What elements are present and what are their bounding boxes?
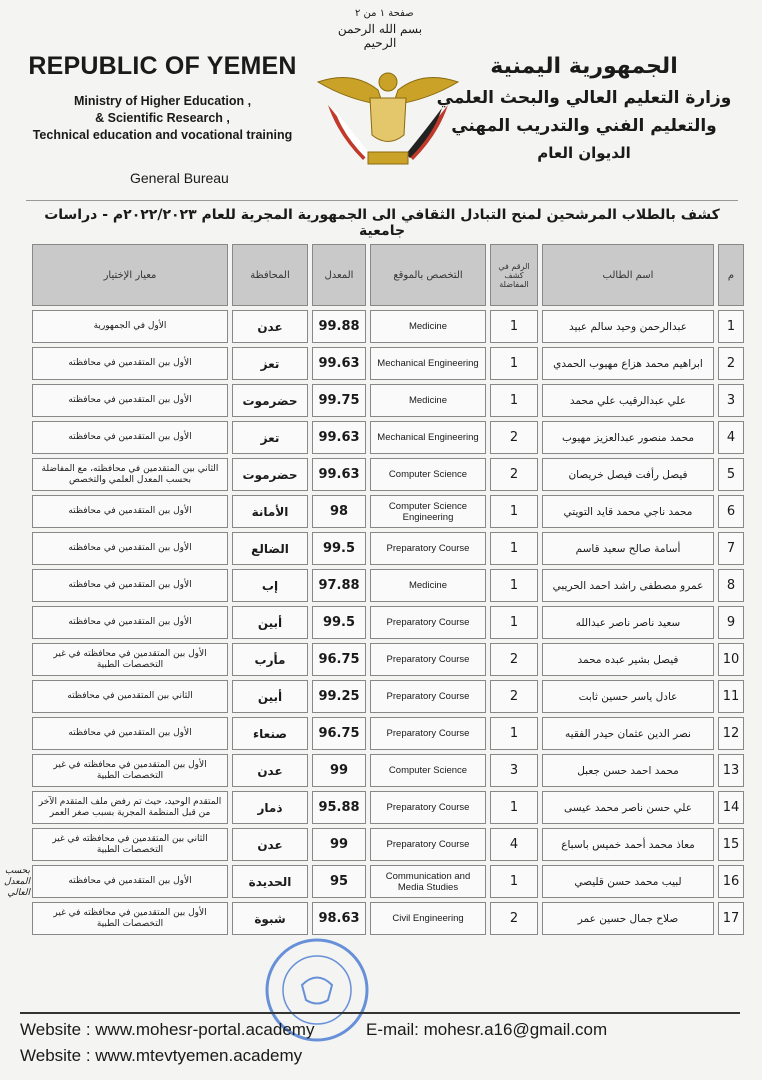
governorate: الأمانة [232, 495, 308, 528]
table-row [32, 606, 744, 639]
general-bureau-en: General Bureau [130, 170, 229, 186]
table-row [32, 828, 744, 861]
rank-number: 1 [490, 532, 538, 565]
student-name: علي عبدالرقيب علي محمد [542, 384, 714, 417]
grade-average: 99.63 [312, 458, 366, 491]
selection-criteria: الأول بين المتقدمين في محافظته [32, 347, 228, 380]
rank-number: 1 [490, 495, 538, 528]
student-name: محمد ناجي محمد قايد التويتي [542, 495, 714, 528]
table-row [32, 532, 744, 565]
rank-number: 1 [490, 347, 538, 380]
selection-criteria: الأول بين المتقدمين في محافظته في غير التخصصات الطبية [32, 902, 228, 935]
student-name: معاذ محمد أحمد خميس باسباع [542, 828, 714, 861]
governorate: تعز [232, 421, 308, 454]
student-name: فيصل رأفت فيصل خريصان [542, 458, 714, 491]
rank-number: 3 [490, 754, 538, 787]
selection-criteria: الأول بين المتقدمين في محافظته [32, 606, 228, 639]
basmala: بسم الله الرحمن الرحيم [337, 22, 423, 50]
student-name: محمد احمد حسن جعبل [542, 754, 714, 787]
row-number: 4 [718, 421, 744, 454]
grade-average: 99.88 [312, 310, 366, 343]
specialization: Civil Engineering [370, 902, 486, 935]
selection-criteria: الأول بين المتقدمين في محافظته [32, 495, 228, 528]
student-name: صلاح جمال حسين عمر [542, 902, 714, 935]
selection-criteria: الثاني بين المتقدمين في محافظته، مع المفاضلة بحسب المعدل العلمي والتخصص [32, 458, 228, 491]
student-name: عمرو مصطفى راشد احمد الحريبي [542, 569, 714, 602]
selection-criteria: الأول بين المتقدمين في محافظته [32, 384, 228, 417]
row-number: 13 [718, 754, 744, 787]
row-number: 6 [718, 495, 744, 528]
selection-criteria: المتقدم الوحيد، حيث تم رفض ملف المتقدم الآخر من قبل المنظمة المجرية بسبب صغر العمر [32, 791, 228, 824]
email-link[interactable]: E-mail: mohesr.a16@gmail.com [366, 1020, 608, 1039]
student-name: عادل ياسر حسين ثابت [542, 680, 714, 713]
rank-number: 2 [490, 902, 538, 935]
rank-number: 1 [490, 717, 538, 750]
table-row [32, 310, 744, 343]
col-header-no: م [718, 244, 744, 306]
selection-criteria: الأول بين المتقدمين في محافظته [32, 421, 228, 454]
rank-number: 2 [490, 680, 538, 713]
student-name: ابراهيم محمد هزاع مهيوب الحمدي [542, 347, 714, 380]
student-name: أسامة صالح سعيد قاسم [542, 532, 714, 565]
grade-average: 99 [312, 828, 366, 861]
grade-average: 99.5 [312, 606, 366, 639]
grade-average: 96.75 [312, 717, 366, 750]
row-number: 15 [718, 828, 744, 861]
ministry-line-2: & Scientific Research , [95, 111, 230, 125]
ministry-ar-line-2: والتعليم الفني والتدريب المهني [451, 116, 717, 136]
table-row [32, 643, 744, 676]
rank-number: 1 [490, 606, 538, 639]
specialization: Preparatory Course [370, 791, 486, 824]
student-name: نصر الدين عثمان حيدر الفقيه [542, 717, 714, 750]
governorate: ذمار [232, 791, 308, 824]
governorate: عدن [232, 828, 308, 861]
specialization: Communication and Media Studies [370, 865, 486, 898]
rank-number: 1 [490, 384, 538, 417]
governorate: تعز [232, 347, 308, 380]
row-number: 2 [718, 347, 744, 380]
rank-number: 1 [490, 310, 538, 343]
specialization: Computer Science [370, 754, 486, 787]
student-name: لبيب محمد حسن قليصي [542, 865, 714, 898]
page-number: صفحة ١ من ٢ [355, 8, 414, 19]
row-number: 7 [718, 532, 744, 565]
specialization: Mechanical Engineering [370, 421, 486, 454]
row-number: 16 [718, 865, 744, 898]
rank-number: 1 [490, 791, 538, 824]
specialization: Computer Science [370, 458, 486, 491]
grade-average: 99.75 [312, 384, 366, 417]
rank-number: 2 [490, 643, 538, 676]
row-number: 9 [718, 606, 744, 639]
col-header-gov: المحافظة [232, 244, 308, 306]
governorate: عدن [232, 310, 308, 343]
row-number: 10 [718, 643, 744, 676]
table-row [32, 458, 744, 491]
specialization: Computer Science Engineering [370, 495, 486, 528]
handwritten-note: بحسب المعدل العالي [3, 866, 30, 898]
grade-average: 99.63 [312, 347, 366, 380]
specialization: Medicine [370, 384, 486, 417]
document-heading: كشف بالطلاب المرشحين لمنح التبادل الثقافي الى الجمهورية المجرية للعام ٢٠٢٢/٢٠٢٣م - دراسات جامعية [26, 200, 738, 239]
selection-criteria: الأول في الجمهورية [32, 310, 228, 343]
candidates-table [28, 240, 748, 939]
specialization: Mechanical Engineering [370, 347, 486, 380]
grade-average: 95 [312, 865, 366, 898]
selection-criteria: الأول بين المتقدمين في محافظته [32, 717, 228, 750]
governorate: الضالع [232, 532, 308, 565]
table-header-row [32, 244, 744, 306]
grade-average: 99 [312, 754, 366, 787]
rank-number: 4 [490, 828, 538, 861]
row-number: 14 [718, 791, 744, 824]
table-row [32, 421, 744, 454]
website-link-2[interactable]: Website : www.mtevtyemen.academy [20, 1046, 303, 1065]
specialization: Preparatory Course [370, 643, 486, 676]
table-row [32, 791, 744, 824]
table-row [32, 865, 744, 898]
selection-criteria: الثاني بين المتقدمين في محافظته في غير التخصصات الطبية [32, 828, 228, 861]
rank-number: 2 [490, 421, 538, 454]
governorate: الحديدة [232, 865, 308, 898]
rank-number: 2 [490, 458, 538, 491]
row-number: 1 [718, 310, 744, 343]
row-number: 17 [718, 902, 744, 935]
arabic-header [434, 50, 734, 166]
governorate: شبوة [232, 902, 308, 935]
student-name: فيصل بشير عبده محمد [542, 643, 714, 676]
footer [20, 1012, 740, 1072]
republic-title-ar: الجمهورية اليمنية [490, 54, 678, 79]
row-number: 8 [718, 569, 744, 602]
selection-criteria: الأول بين المتقدمين في محافظته [32, 532, 228, 565]
governorate: حضرموت [232, 384, 308, 417]
student-name: علي حسن ناصر محمد عيسى [542, 791, 714, 824]
grade-average: 98.63 [312, 902, 366, 935]
specialization: Preparatory Course [370, 717, 486, 750]
table-row [32, 902, 744, 935]
selection-criteria: الأول بين المتقدمين في محافظته في غير التخصصات الطبية [32, 643, 228, 676]
table-row [32, 680, 744, 713]
col-header-rank: الرقم في كشف المفاضلة [490, 244, 538, 306]
governorate: أبين [232, 606, 308, 639]
rank-number: 1 [490, 569, 538, 602]
col-header-criteria: معيار الإختيار [32, 244, 228, 306]
student-name: محمد منصور عبدالعزيز مهيوب [542, 421, 714, 454]
governorate: حضرموت [232, 458, 308, 491]
specialization: Preparatory Course [370, 532, 486, 565]
specialization: Preparatory Course [370, 828, 486, 861]
specialization: Medicine [370, 310, 486, 343]
table-row [32, 569, 744, 602]
grade-average: 99.63 [312, 421, 366, 454]
table-row [32, 347, 744, 380]
grade-average: 99.5 [312, 532, 366, 565]
row-number: 5 [718, 458, 744, 491]
specialization: Medicine [370, 569, 486, 602]
selection-criteria: الثاني بين المتقدمين في محافظته [32, 680, 228, 713]
table-row [32, 495, 744, 528]
grade-average: 98 [312, 495, 366, 528]
row-number: 11 [718, 680, 744, 713]
governorate: أبين [232, 680, 308, 713]
grade-average: 96.75 [312, 643, 366, 676]
english-header [20, 52, 305, 144]
selection-criteria: الأول بين المتقدمين في محافظته [32, 865, 228, 898]
table-row [32, 754, 744, 787]
row-number: 12 [718, 717, 744, 750]
governorate: صنعاء [232, 717, 308, 750]
general-bureau-ar: الديوان العام [537, 144, 631, 162]
col-header-avg: المعدل [312, 244, 366, 306]
grade-average: 95.88 [312, 791, 366, 824]
table-row [32, 384, 744, 417]
selection-criteria: الأول بين المتقدمين في محافظته في غير التخصصات الطبية [32, 754, 228, 787]
student-name: سعيد ناصر ناصر عبدالله [542, 606, 714, 639]
col-header-name: اسم الطالب [542, 244, 714, 306]
ministry-ar-line-1: وزارة التعليم العالي والبحث العلمي [436, 88, 732, 108]
governorate: عدن [232, 754, 308, 787]
grade-average: 97.88 [312, 569, 366, 602]
col-header-spec: التخصص بالموقع [370, 244, 486, 306]
student-name: عبدالرحمن وحيد سالم عبيد [542, 310, 714, 343]
specialization: Preparatory Course [370, 680, 486, 713]
rank-number: 1 [490, 865, 538, 898]
table-row [32, 717, 744, 750]
row-number: 3 [718, 384, 744, 417]
grade-average: 99.25 [312, 680, 366, 713]
ministry-line-3: Technical education and vocational training [32, 128, 293, 142]
selection-criteria: الأول بين المتقدمين في محافظته [32, 569, 228, 602]
governorate: مأرب [232, 643, 308, 676]
governorate: إب [232, 569, 308, 602]
specialization: Preparatory Course [370, 606, 486, 639]
website-link-1[interactable]: Website : www.mohesr-portal.academy [20, 1020, 315, 1039]
republic-title-en: REPUBLIC OF YEMEN [28, 52, 297, 80]
ministry-line-1: Ministry of Higher Education , [73, 94, 252, 108]
